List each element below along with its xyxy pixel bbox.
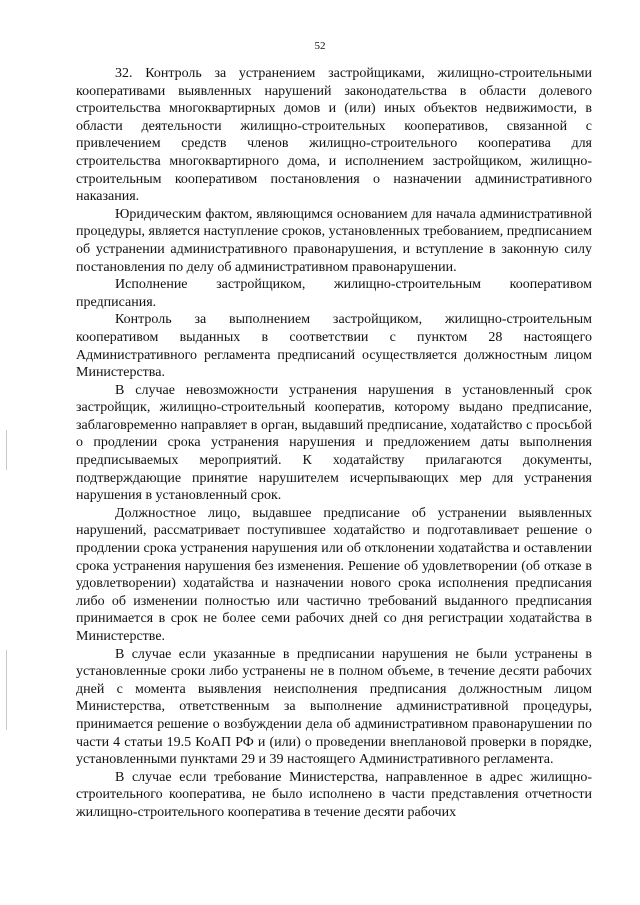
page-number: 52	[314, 40, 326, 52]
document-body	[76, 65, 592, 822]
paragraph: 32. Контроль за устранением застройщиками, жилищно-строительными кооперативами выявленных нарушений законодательства в области долевого строительства многоквартирных домов и (или) иных объектов недвижимости, в области деятельности жилищно-строительных кооперативов, связанной с привлечением средств членов жилищно-строительного кооператива для строительства многоквартирного дома, и исполнением застройщиком, жилищно-строительным кооперативом постановления о назначении административного наказания.	[76, 66, 592, 205]
paragraph: В случае невозможности устранения нарушения в установленный срок застройщик, жилищно-строительный кооператив, которому выдано предписание, заблаговременно направляет в орган, выдавший предписание, ходатайство с просьбой о продлении срока устранения нарушения и предложением даты выполнения предписываемых мероприятий. К ходатайству прилагаются документы, подтверждающие принятие нарушителем исчерпывающих мер для устранения нарушения в установленный срок.	[76, 382, 592, 504]
paragraph: В случае если требование Министерства, направленное в адрес жилищно-строительного кооператива, не было исполнено в части представления отчетности жилищно-строительного кооператива в течение десяти рабочих	[76, 769, 592, 820]
paragraph: Юридическим фактом, являющимся основанием для начала административной процедуры, является наступление сроков, установленных требованием, предписанием об устранении административного правонарушения, и вступление в законную силу постановления по делу об административном правонарушении.	[76, 206, 592, 275]
scan-margin-mark	[6, 650, 7, 730]
paragraph: Должностное лицо, выдавшее предписание об устранении выявленных нарушений, рассматривает поступившее ходатайство и подготавливает решение о продлении срока устранения нарушения или об отклонении ходатайства и оставлении срока устранения нарушения без изменения. Решение об удовлетворении (об отказе в удовлетворении) ходатайства и назначении нового срока исполнения предписания либо об изменении полностью или частично требований выданного предписания принимается в срок не более семи рабочих дней со дня регистрации ходатайства в Министерстве.	[76, 505, 592, 644]
paragraph: Исполнение застройщиком, жилищно-строительным кооперативом предписания.	[76, 277, 592, 310]
paragraph: Контроль за выполнением застройщиком, жилищно-строительным кооперативом выданных в соответствии с пунктом 28 настоящего Административного регламента предписаний осуществляется должностным лицом Министерства.	[76, 312, 592, 381]
scan-margin-mark	[6, 430, 7, 470]
paragraph: В случае если указанные в предписании нарушения не были устранены в установленные сроки либо устранены не в полном объеме, в течение десяти рабочих дней с момента выявления неисполнения предписания должностным лицом Министерства, ответственным за выполнение административной процедуры, принимается решение о возбуждении дела об административном правонарушении по части 4 статьи 19.5 КоАП РФ и (или) о проведении внеплановой проверки в порядке, установленными пунктами 29 и 39 настоящего Административного регламента.	[76, 646, 592, 768]
